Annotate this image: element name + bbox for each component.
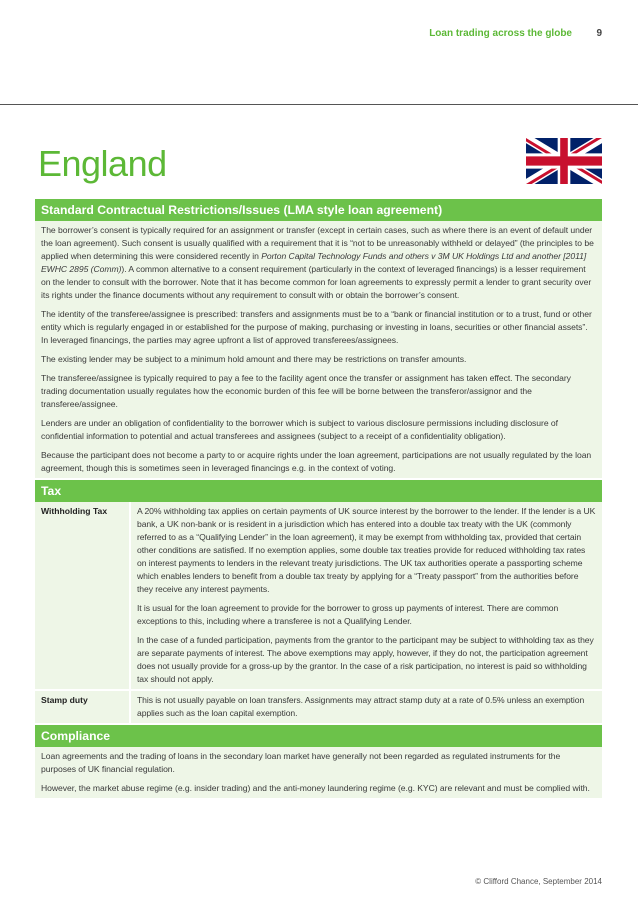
compliance-paragraph: Loan agreements and the trading of loans in the secondary loan market have generally not been regarded as regulated instruments for the purposes of UK financial regulation. <box>41 751 561 774</box>
withholding-tax-label: Withholding Tax <box>35 502 131 689</box>
tax-row-withholding <box>35 502 602 689</box>
header-divider <box>0 104 638 105</box>
footer-copyright: © Clifford Chance, September 2014 <box>475 877 602 886</box>
restrictions-paragraph: The identity of the transferee/assignee is prescribed: transfers and assignments must be to a “bank or financial institution or to a trust, fund or other entity which is regularly engaged in or established for the purpose of making, purchasing or investing in loans, securities or other financial assets”. In leveraged financings, the parties may agree upfront a list of approved transferees/assignees. <box>41 309 592 345</box>
tax-paragraph: A 20% withholding tax applies on certain payments of UK source interest by the borrower to the lender. If the lender is a UK bank, a UK non-bank or is resident in a jurisdiction which has entered into a double tax treaty with the UK (commonly referred to as a “Qualifying Lender” in the loan agreement), it may be exempt from withholding tax, provided that certain other conditions are satisfied. If no exemption applies, some double tax treaties provide for reduced withholding tax rates on interest payments to lenders in the relevant treaty jurisdictions. The UK tax authorities operate a passporting scheme which enables lenders to benefit from a double tax treaty by applying for a “Treaty passport” from the authorities before they receive any interest payments. <box>137 506 596 594</box>
tax-section-heading: Tax <box>35 480 602 502</box>
restrictions-p1-text-cont: ). A common alternative to a consent requirement (particularly in the context of leveraged financings) is a lesser requirement on the lender to consult with the borrower. Note that it has become common for loan agreements to expressly permit a lender to grant security over its rights under the finance documents without any requirement to consult with or obtain the borrower’s consent. <box>41 264 592 300</box>
stamp-duty-text <box>131 691 602 723</box>
restrictions-section-heading: Standard Contractual Restrictions/Issues (LMA style loan agreement) <box>35 199 602 221</box>
restrictions-p1-text: The borrower’s consent is typically required for an assignment or transfer (except in certain cases, such as where there is an event of default under the loan agreement). Such consent is usually qualified with a requirement that it is “not to be unreasonably withheld or delayed” (the principles to be applied when determining this were considered recently in <box>41 225 594 261</box>
content-tables <box>35 199 602 798</box>
page-title: England <box>38 143 167 184</box>
compliance-paragraph: However, the market abuse regime (e.g. insider trading) and the anti-money laundering regime (e.g. KYC) are relevant and must be complied with. <box>41 783 590 793</box>
restrictions-paragraph <box>41 224 596 302</box>
page-number: 9 <box>596 28 602 39</box>
running-header-title: Loan trading across the globe <box>429 28 572 39</box>
restrictions-paragraph: Lenders are under an obligation of confidentiality to the borrower which is subject to various disclosure permissions including disclosure of confidential information to potential and actual transferees and assignees (subject to a receipt of a confidentiality obligation). <box>41 418 558 441</box>
compliance-section-heading: Compliance <box>35 725 602 747</box>
tax-paragraph: It is usual for the loan agreement to provide for the borrower to gross up payments of interest. There are common exceptions to this, including where a transferee is not a Qualifying Lender. <box>137 603 559 626</box>
restrictions-paragraph: The transferee/assignee is typically required to pay a fee to the facility agent once the transfer or assignment has taken effect. The secondary trading documentation usually regulates how the economic burden of this fee will be borne between the transferor/assignor and the transferee/assignee. <box>41 373 571 409</box>
tax-paragraph: This is not usually payable on loan transfers. Assignments may attract stamp duty at a rate of 0.5% unless an exemption applies such as the loan capital exemption. <box>137 695 585 718</box>
compliance-section-body <box>35 747 602 798</box>
restrictions-paragraph: Because the participant does not become a party to or acquire rights under the loan agreement, participations are not usually regulated by the loan agreement, though this is sometimes seen in leveraged financings e.g. in the context of voting. <box>41 450 592 473</box>
tax-paragraph: In the case of a funded participation, payments from the grantor to the participant may be subject to withholding tax as they are separate payments of interest. The above exemptions may apply, however, if they do not, the participation agreement does not usually provide for a gross-up by the grantor. In the case of a risk participation, no interest is paid so withholding tax should not apply. <box>137 635 594 684</box>
withholding-tax-text <box>131 502 602 689</box>
restrictions-section-body <box>35 221 602 478</box>
uk-flag-icon <box>526 138 602 184</box>
restrictions-paragraph: The existing lender may be subject to a minimum hold amount and there may be restrictions on transfer amounts. <box>41 354 467 364</box>
stamp-duty-label: Stamp duty <box>35 691 131 723</box>
tax-row-stamp-duty <box>35 689 602 723</box>
case-citation: Porton Capital Technology Funds and others v 3M UK Holdings Ltd and another [2011] EWHC 2895 (Comm) <box>41 251 587 274</box>
